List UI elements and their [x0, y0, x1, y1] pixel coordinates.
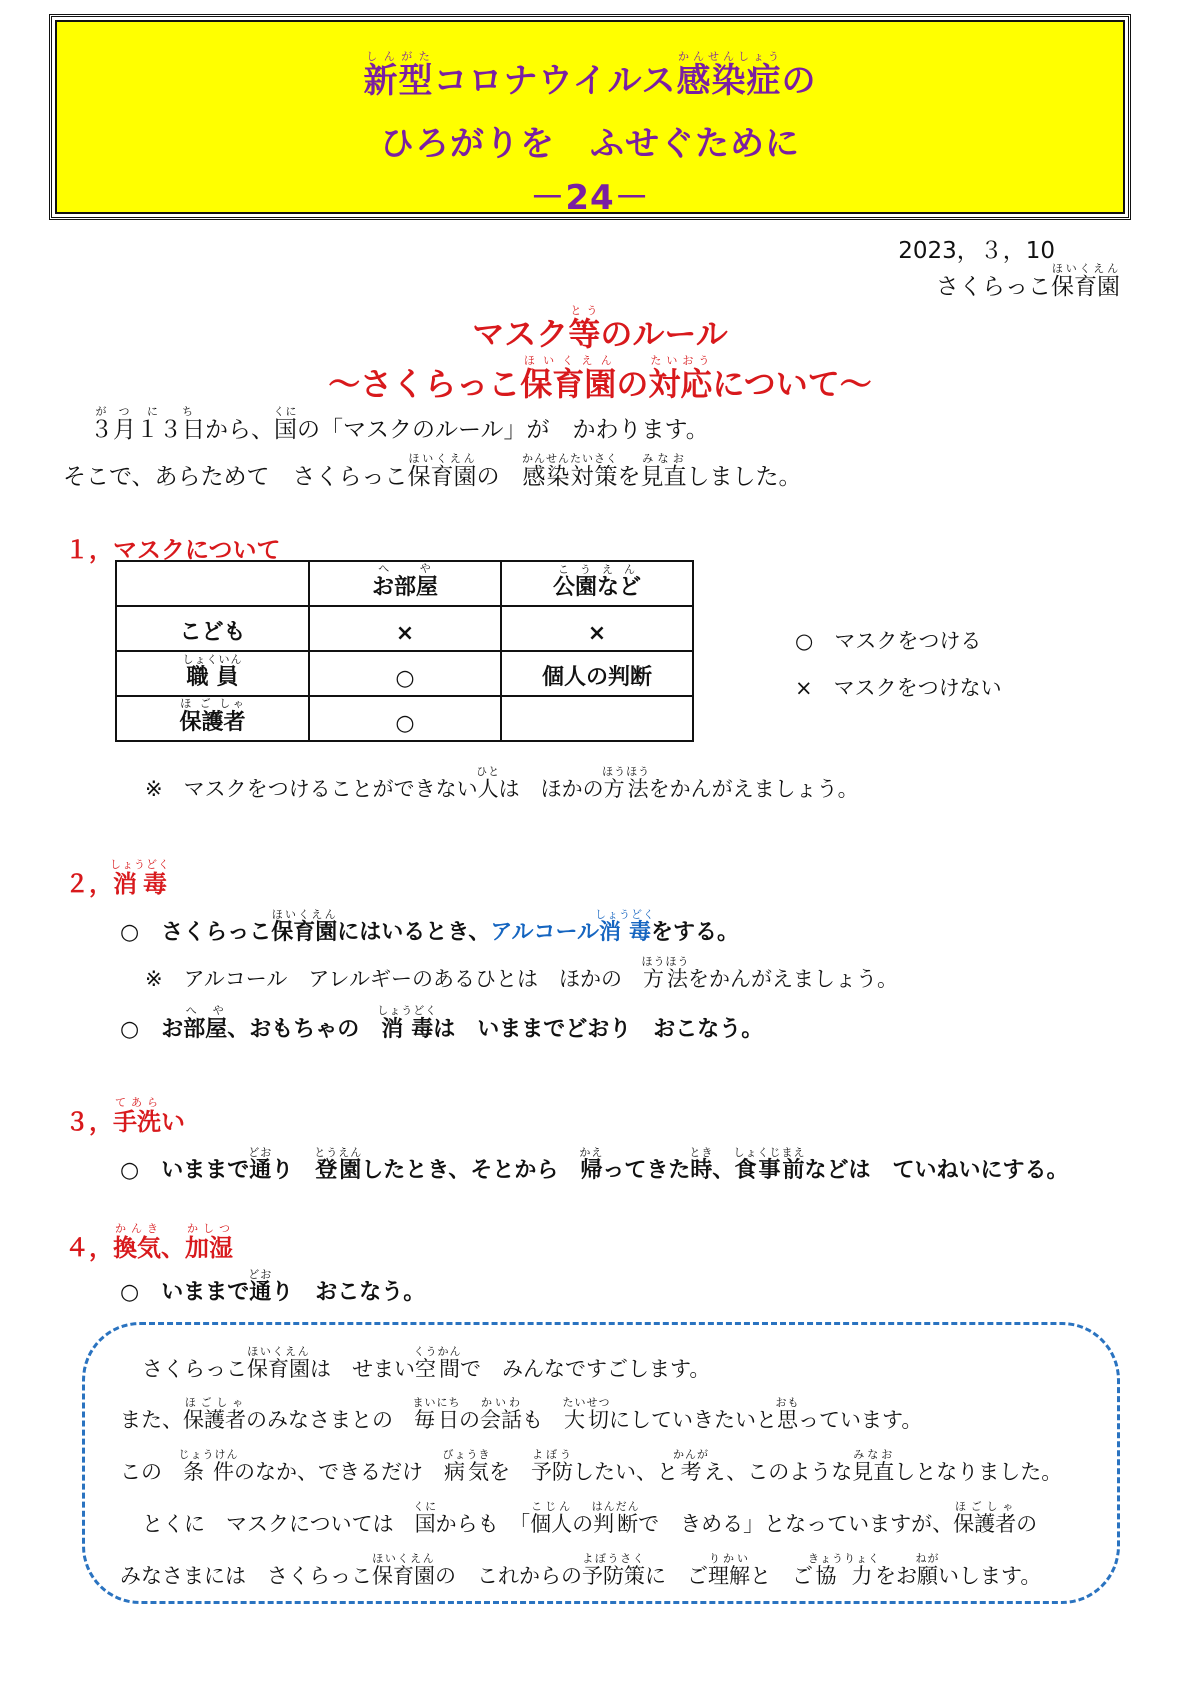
table-row [116, 606, 693, 651]
table-header-cell: 公園などこうえん [501, 561, 693, 606]
section-2-title: ２，消毒しょうどく [65, 858, 170, 898]
heading-response: ～さくらっこ保育園ほいくえんの対応たいおうについて～ [328, 354, 872, 403]
message-line-2: また、保護者ほごしゃのみなさまとの 毎日まいにちの会話かいわも 大切たいせつにしていきたいと思おもっています。 [120, 1396, 923, 1432]
table-cell: × [309, 606, 501, 651]
title-line-2: ひろがりを ふせぐために [380, 124, 800, 164]
message-line-1: さくらっこ保育園ほいくえんは せまい空間くうかんで みんなですごします。 [142, 1345, 711, 1381]
message-line-3: この 条件じょうけんのなか、できるだけ 病気びょうきを 予防よぼうしたい、と考かんがえ、このような見直みなおしとなりました。 [120, 1448, 1063, 1484]
section-1-title: １，マスクについて [65, 536, 281, 564]
table-header-row [116, 561, 693, 606]
section-2-item-1: ○ さくらっこ保育園ほいくえんにはいるとき、アルコール消毒しょうどくをする。 [120, 908, 740, 945]
title-line-3: －24－ [530, 178, 650, 218]
table-row [116, 651, 693, 696]
legend-no-mask: × マスクをつけない [795, 676, 1002, 700]
table-header-cell [116, 561, 309, 606]
title-line-1: 新型しんがたコロナウイルス感染症かんせんしょうの [363, 50, 817, 101]
table-header-cell: お部屋へ や [309, 561, 501, 606]
section-3-title: ３，手洗てあらい [65, 1096, 185, 1136]
row-label: 保護者ほ ご しゃ [116, 696, 309, 741]
section-1-note: ※ マスクをつけることができない人ひとは ほかの方法ほうほうをかんがえましょう。 [145, 765, 859, 801]
section-2-note: ※ アルコール アレルギーのあるひとは ほかの 方法ほうほうをかんがえましょう。 [145, 955, 898, 991]
table-cell: ○ [309, 696, 501, 741]
legend-wear-mask: ○ マスクをつける [795, 629, 982, 653]
intro-line-1: ３月がつ１３日にちから、国くにの「マスクのルール」が かわります。 [90, 405, 709, 443]
table-row [116, 696, 693, 741]
message-line-4: とくに マスクについては 国くにからも 「個人こじんの判断はんだんで きめる」となっていますが、保護者ほごしゃの [142, 1500, 1038, 1536]
title-shingata: 新型しんがた [363, 50, 434, 101]
table-cell: × [501, 606, 693, 651]
table-cell: ○ [309, 651, 501, 696]
heading-mask-rules: マスク等とうのルール [472, 304, 728, 353]
message-line-5: みなさまには さくらっこ保育園ほいくえんの これからの予防策よぼうさくに ご理解りかいと ご協力きょうりょくをお願ねがいします。 [120, 1552, 1042, 1588]
row-label: こども [116, 606, 309, 651]
intro-line-2: そこで、あらためて さくらっこ保育園ほいくえんの 感染対策かんせんたいさくを見直みなおしました。 [63, 452, 802, 490]
section-3-item-1: ○ いままで通どおり 登園とうえんしたとき、そとから 帰かえってきた時とき、食事前しょくじまえなどは ていねいにする。 [120, 1146, 1069, 1183]
section-4-item-1: ○ いままで通どおり おこなう。 [120, 1268, 426, 1305]
organization: さくらっこ保育園ほいくえん [936, 262, 1120, 300]
table-cell: 個人の判断 [501, 651, 693, 696]
row-label: 職員しょくいん [116, 651, 309, 696]
section-2-item-2: ○ お部屋へ や、おもちゃの 消毒しょうどくは いままでどおり おこなう。 [120, 1004, 764, 1042]
alcohol-highlight: アルコール消毒しょうどく [490, 908, 656, 945]
mask-rules-table [115, 560, 694, 742]
title-box [55, 20, 1125, 218]
section-4-title: ４，換気かんき、加湿かしつ [65, 1222, 233, 1262]
date: 2023，３，10 [898, 238, 1055, 264]
table-cell [501, 696, 693, 741]
